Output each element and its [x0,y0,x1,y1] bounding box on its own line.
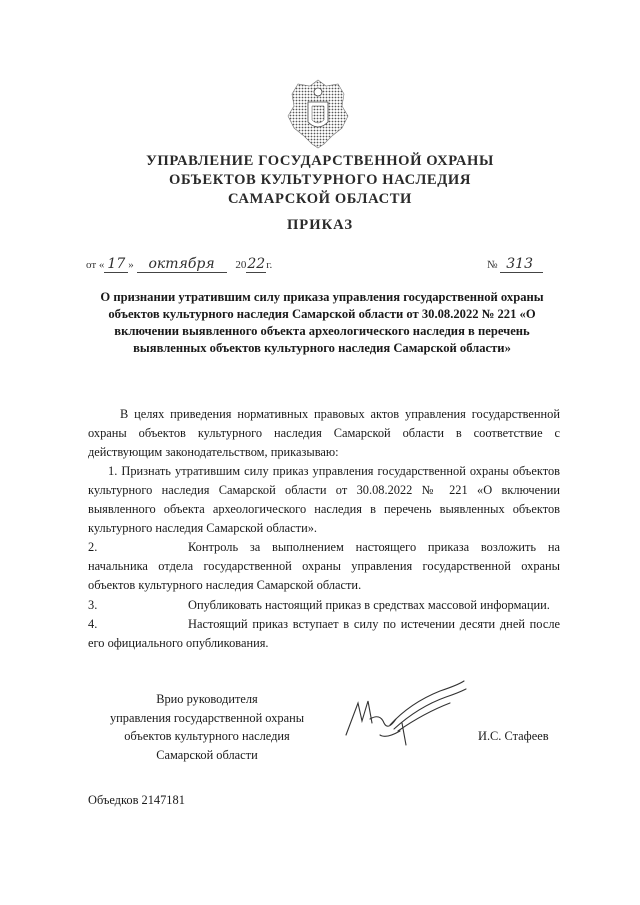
date-month: октября [137,256,227,273]
date-mid: » [128,259,134,271]
document-title: О признании утратившим силу приказа управления государственной охраны объектов культурного наследия Самарской области от 30.08.2022 № 221 «О включении выявленного объекта археологического наследия в перечень выявленных объектов культурного наследия Самарской области» [100,290,544,355]
date-year-prefix: 20 [235,259,247,271]
coat-of-arms-icon [286,78,350,150]
signer-position [92,690,322,764]
handwritten-signature-icon [340,673,470,753]
date-year: 22 [247,256,266,272]
item-3-paragraph [88,596,560,615]
executor-info: Объедков 2147181 [88,793,185,807]
signer-line-1: Врио руководителя [156,692,258,706]
date-suffix: г. [266,259,273,271]
item-2-body: Контроль за выполнением настоящего приказа возложить на начальника отдела государственной охраны управления государственной охраны объектов культурного наследия Самарской области. [88,540,560,592]
item-4-num: 4. [88,617,98,631]
agency-name [0,152,640,209]
agency-line-1: УПРАВЛЕНИЕ ГОСУДАРСТВЕННОЙ ОХРАНЫ [146,153,494,169]
agency-line-2: ОБЪЕКТОВ КУЛЬТУРНОГО НАСЛЕДИЯ [169,172,471,188]
number-value: 313 [500,256,543,273]
document-body [88,405,560,538]
item-2-paragraph [88,538,560,595]
signer-name: И.С. Стафеев [478,729,549,743]
signer-line-2: управления государственной охраны [109,710,305,725]
item-3-body: Опубликовать настоящий приказ в средствах массовой информации. [188,598,550,612]
document-number [487,256,543,272]
item-2-num: 2. [88,540,98,554]
date-line [86,256,272,272]
document-type: ПРИКАЗ [286,217,354,233]
item-4-body: Настоящий приказ вступает в силу по истечении десяти дней после его официального опубликования. [88,617,560,650]
item-4-paragraph [88,615,560,653]
intro-paragraph: В целях приведения нормативных правовых актов управления государственной охраны объектов культурного наследия Самарской области в соответствие с действующим законодательством, приказываю: [88,407,560,459]
signer-line-3: объектов культурного наследия [124,729,290,743]
item-1: 1. Признать утратившим силу приказ управления государственной охраны объектов культурного наследия Самарской области от 30.08.2022 № 221 «О включении выявленного объекта археологического наследия в перечень выявленных объектов культурного наследия Самарской области». [88,464,560,535]
agency-line-3: САМАРСКОЙ ОБЛАСТИ [227,191,412,207]
number-label: № [487,259,498,271]
date-day: 17 [104,256,128,273]
signer-line-4: Самарской области [156,747,258,762]
items-2-4 [88,538,560,653]
item-3-num: 3. [88,598,98,612]
date-prefix: от « [86,259,105,271]
